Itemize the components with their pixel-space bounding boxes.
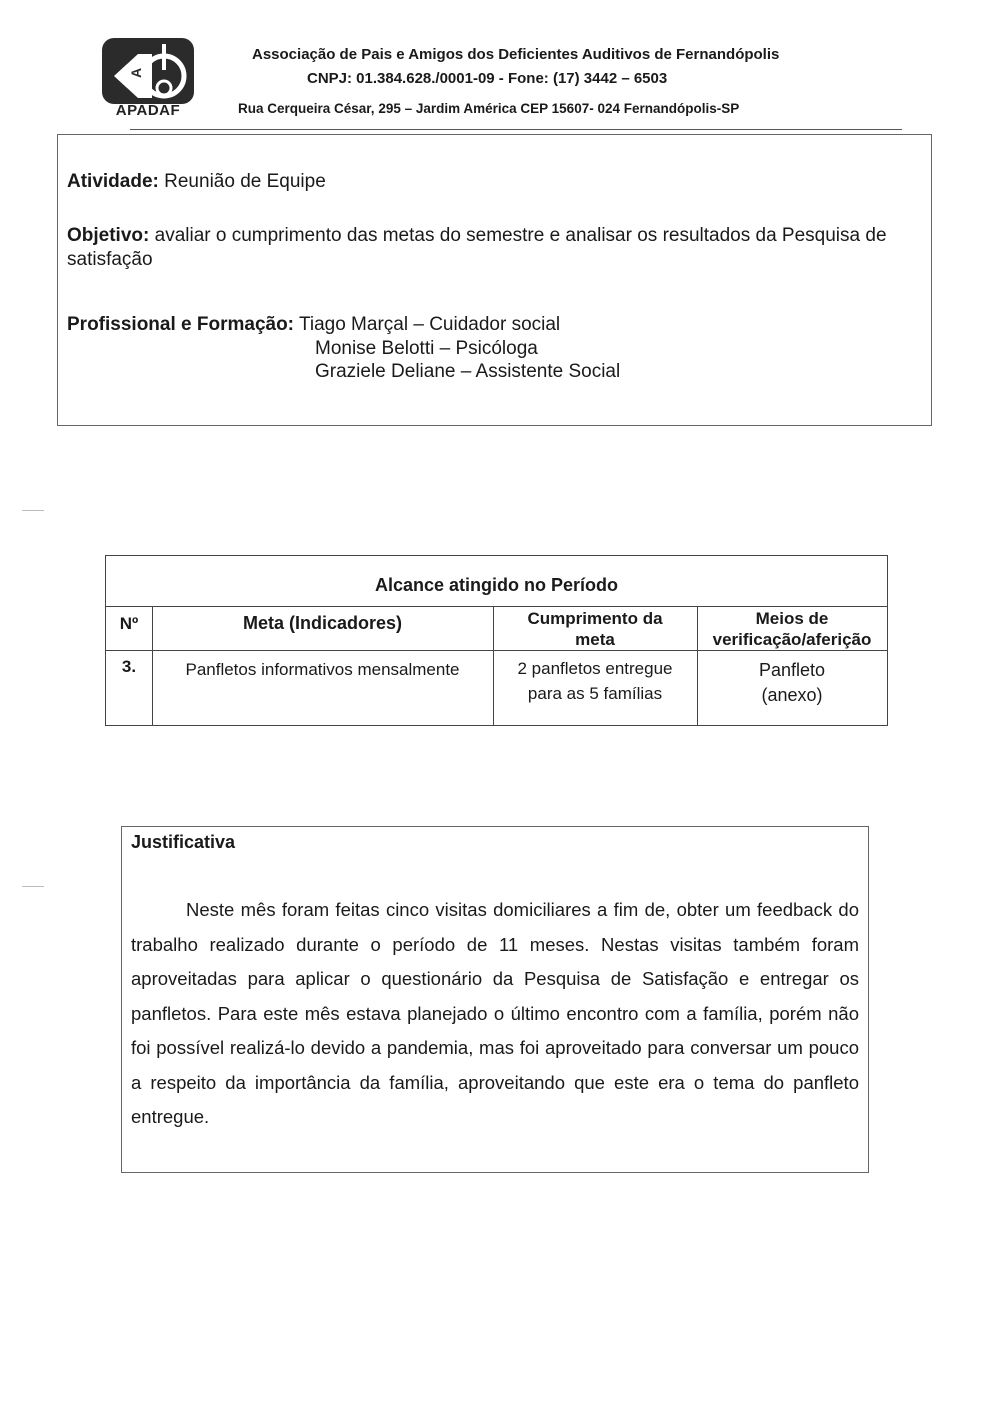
- justificativa-title: Justificativa: [131, 832, 236, 852]
- row-meios-line1: Panfleto: [758, 660, 826, 680]
- apadaf-logo: [100, 36, 196, 122]
- header-cumprimento-line1: Cumprimento da: [527, 609, 663, 628]
- table-rule: [106, 606, 887, 607]
- objetivo-line: [67, 224, 927, 272]
- logo-glyph: A: [128, 67, 144, 78]
- header-meios: [697, 608, 887, 650]
- table-title: Alcance atingido no Período: [374, 575, 619, 595]
- row-meta: Panfletos informativos mensalmente: [185, 660, 460, 679]
- atividade-label: Atividade:: [67, 171, 159, 192]
- profissional-label: Profissional e Formação:: [67, 314, 295, 335]
- profissional-1: Tiago Marçal – Cuidador social: [298, 314, 561, 335]
- scan-mark: [22, 886, 44, 887]
- header-cumprimento-line2: meta: [575, 630, 615, 649]
- justificativa-body: Neste mês foram feitas cinco visitas domiciliares a fim de, obter um feedback do trabalho realizado durante o período de 11 meses. Nestas visitas também foram aproveitadas para aplicar o questionário da Pesquisa de Satisfação e entregar os panfletos. Para este mês estava planejado o último encontro com a família, porém não foi possível realizá-lo devido a pandemia, mas foi aproveitado para conversar um pouco a respeito da importância da família, aproveitando que este era o tema do panfleto entregue.: [131, 899, 859, 1127]
- atividade-line: [67, 170, 326, 194]
- header-meios-line2: verificação/aferição: [712, 630, 872, 649]
- scan-mark: [22, 510, 44, 511]
- org-name: Associação de Pais e Amigos dos Deficientes Auditivos de Fernandópolis: [252, 46, 780, 63]
- table-rule: [106, 650, 887, 651]
- row-meios-line2: (anexo): [761, 685, 823, 705]
- profissional-3: Graziele Deliane – Assistente Social: [315, 361, 621, 382]
- objetivo-value: avaliar o cumprimento das metas do semestre e analisar os resultados da Pesquisa de satisfação: [67, 225, 887, 270]
- header-cumprimento: [493, 608, 697, 650]
- row-cumprimento: [493, 656, 697, 706]
- header-divider: [130, 129, 902, 130]
- header-meios-line1: Meios de: [755, 609, 829, 628]
- profissional-line: [67, 313, 560, 337]
- profissional-2: Monise Belotti – Psicóloga: [315, 338, 538, 359]
- row-cumprimento-line1: 2 panfletos entregue: [517, 659, 673, 678]
- header-meta: Meta (Indicadores): [242, 613, 403, 633]
- row-num: 3.: [121, 657, 137, 676]
- row-meios: [697, 658, 887, 708]
- cnpj-phone: CNPJ: 01.384.628./0001-09 - Fone: (17) 3442 – 6503: [307, 70, 668, 87]
- atividade-value: Reunião de Equipe: [164, 171, 326, 192]
- header-num: Nº: [119, 614, 139, 633]
- address: Rua Cerqueira César, 295 – Jardim América CEP 15607- 024 Fernandópolis-SP: [238, 101, 740, 116]
- logo-text: APADAF: [115, 102, 181, 119]
- alcance-table: [105, 555, 888, 726]
- row-cumprimento-line2: para as 5 famílias: [527, 684, 663, 703]
- objetivo-label: Objetivo:: [67, 225, 150, 246]
